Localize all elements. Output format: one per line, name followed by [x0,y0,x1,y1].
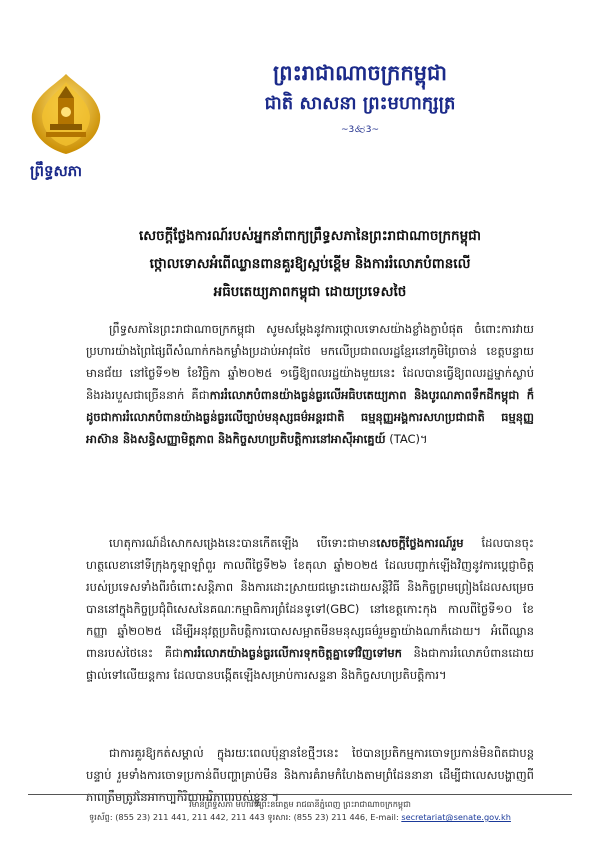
statement-title [90,222,530,306]
p1-end: (TAC)។ [385,432,428,446]
p1-bold: ការរំលោភបំពានយ៉ាងធ្ងន់ធ្ងរលើអធិបតេយ្យភាព និងបូរណភាពទឹកដីកម្ពុជា ក៏ដូចជាការរំលោភបំពានយ៉ាងធ្ងន់ធ្ងរលើច្បាប់មនុស្សធម៌អន្តរជាតិ ធម្មនុញ្ញអង្គការសហប្រជាជាតិ ធម្មនុញ្ញអាស៊ាន និងសន្ធិសញ្ញាមិត្តភាព និងកិច្ចសហប្រតិបត្តិការនៅអាស៊ីអាគ្នេយ៍ [86,388,534,446]
national-motto: ជាតិ សាសនា ព្រះមហាក្សត្រ [264,93,456,114]
p2-text-start: ហេតុការណ៍ដ៏សោកសង្រេងនេះបានកើតឡើង បើទោះជាមាន [109,536,377,550]
footer-address: វិមានព្រឹទ្ធសភា មហាវិថីព្រះនរោត្តម រាជធានីភ្នំពេញ ព្រះរាជាណាចក្រកម្ពុជា [189,799,411,809]
p3-text: ជាការគួរឱ្យកត់សម្គាល់ ក្នុងរយៈពេលប៉ុន្មានខែថ្មីៗនេះ ថៃបានប្រតិកម្មការចោទប្រកាន់មិនពិតជាបន្តបន្ទាប់ រួមទាំងការចោទប្រកាន់ពីបញ្ហាគ្រាប់មីន និងការគំរាមកំហែងតាមព្រំដែននានា ដើម្បីជាលេសបង្ហាញពីភាពត្រឹមត្រូវនៃអាកប្បកិរិយាអរិភាពរបស់ខ្លួន ។ [86,746,534,804]
p2-bold-1: សេចក្តីថ្លែងការណ៍រួម [376,536,464,550]
paragraph-1 [86,318,534,514]
p2-text-mid: ដែលបានចុះហត្ថលេខានៅទីក្រុងកូឡាឡាំពួរ កាលពីថ្ងៃទី២៦ ខែតុលា ឆ្នាំ២០២៥ ដែលបញ្ជាក់ឡើងវិញនូវការប្តេជ្ញាចិត្តរបស់ប្រទេសទាំងពីរចំពោះសន្តិភាព និងការដោះស្រាយជម្លោះដោយសន្តិវិធី និងកិច្ចព្រមព្រៀងដែលសម្រេចបាននៅក្នុងកិច្ចប្រជុំពិសេសនៃគណៈកម្មាធិការព្រំដែនទូទៅ(GBC) នៅខេត្តកោះកុង កាលពីថ្ងៃទី១០ ខែកញ្ញា ឆ្នាំ២០២៥ ដើម្បីអនុវត្តប្រតិបត្តិការបោសសម្អាតមីនមនុស្សធម៌រួមគ្នាយ៉ាងណាក៏ដោយ។ អំពើឈ្លានពានរបស់ថៃនេះ គឺជា [86,536,534,660]
title-line-2: ថ្កោលទោសអំពើឈ្លានពានគួរឱ្យស្អប់ខ្ពើម និងការរំលោភបំពានលើ [149,256,471,272]
ornament-divider: ~3🙵3~ [341,125,379,135]
p2-text-end: និងជាការរំលោភបំពានដោយផ្ទាល់ទៅលើយន្តការ ដែលបានបង្កើតឡើងសម្រាប់ការសន្ទនា និងកិច្ចសហប្រតិបត្តិការ។ [86,646,534,682]
footer-divider [28,794,572,795]
letterhead [0,0,600,180]
footer-contact [40,811,560,824]
title-line-3: អធិបតេយ្យភាពកម្ពុជា ដោយប្រទេសថៃ [213,284,407,300]
kingdom-heading: ព្រះរាជាណាចក្រកម្ពុជា [272,61,447,85]
footer-phone-fax: ទូរស័ព្ទ: (855 23) 211 441, 211 442, 211 443 ទូរសារ: (855 23) 211 446, E-mail: [89,812,399,822]
footer [40,798,560,824]
footer-email-link[interactable]: secretariat@senate.gov.kh [401,812,511,822]
paragraph-2 [86,532,534,728]
p1-text: ព្រឹទ្ធសភានៃព្រះរាជាណាចក្រកម្ពុជា សូមសម្តែងនូវការថ្កោលទោសយ៉ាងខ្លាំងក្លាបំផុត ចំពោះការវាយប្រហារយ៉ាងព្រៃផ្សៃពីសំណាក់កងកម្លាំងប្រដាប់អាវុធថៃ មកលើប្រជាពលរដ្ឋខ្មែរនៅភូមិព្រៃចាន់ ខេត្តបន្ទាយមានជ័យ នៅថ្ងៃទី១២ ខែវិច្ឆិកា ឆ្នាំ២០២៥ ១ធ្វើឱ្យពលរដ្ឋយ៉ាងមួយនេះ ដែលបានធ្វើឱ្យពលរដ្ឋម្នាក់ស្លាប់ និងរងរបួសជាច្រើននាក់ គឺជា [86,322,534,402]
title-line-1: សេចក្តីថ្លែងការណ៍របស់អ្នកនាំពាក្យព្រឹទ្ធសភានៃព្រះរាជាណាចក្រកម្ពុជា [138,228,482,244]
senate-emblem [28,72,104,156]
p2-bold-2: ការរំលោភយ៉ាងធ្ងន់ធ្ងរលើការទុកចិត្តគ្នាទៅវិញទៅមក [182,646,402,660]
council-name: ព្រឹទ្ធសភា [30,162,83,180]
